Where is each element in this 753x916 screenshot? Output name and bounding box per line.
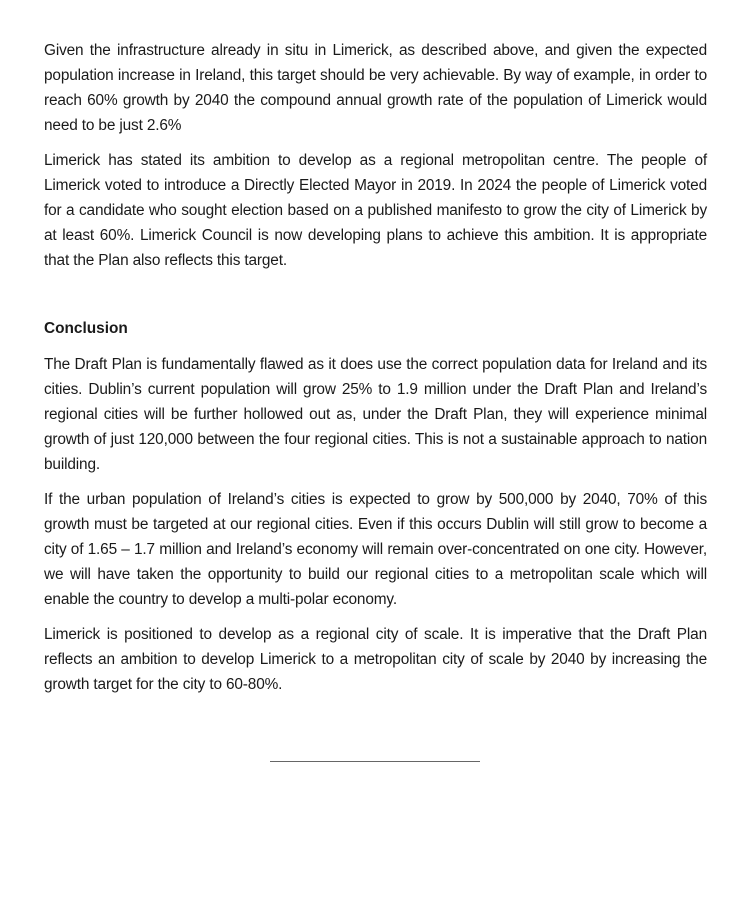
- end-of-document-divider: [270, 761, 480, 762]
- paragraph-infrastructure: Given the infrastructure already in situ in Limerick, as described above, and given the expected population increase in Ireland, this target should be very achievable. By way of example, in order to reach 60% growth by 2040 the compound annual growth rate of the population of Limerick would need to be just 2.6%: [44, 42, 707, 134]
- paragraph-limerick-ambition: Limerick has stated its ambition to develop as a regional metropolitan centre. The people of Limerick voted to introduce a Directly Elected Mayor in 2019. In 2024 the people of Limerick voted for a candidate who sought election based on a published manifesto to grow the city of Limerick by at least 60%. Limerick Council is now developing plans to achieve this ambition. It is appropriate that the Plan also reflects this target.: [44, 152, 707, 269]
- paragraph-limerick-positioned: Limerick is positioned to develop as a regional city of scale. It is imperative that the Draft Plan reflects an ambition to develop Limerick to a metropolitan city of scale by 2040 by increasing the growth target for the city to 60-80%.: [44, 626, 707, 693]
- section-heading-conclusion: Conclusion: [44, 320, 128, 337]
- paragraph-draft-plan-flawed: The Draft Plan is fundamentally flawed as it does use the correct population data for Ireland and its cities. Dublin’s current population will grow 25% to 1.9 million under the Draft Plan and Ireland’s regional cities will be further hollowed out as, under the Draft Plan, they will experience minimal growth of just 120,000 between the four regional cities. This is not a sustainable approach to nation building.: [44, 356, 707, 473]
- paragraph-urban-growth: If the urban population of Ireland’s cities is expected to grow by 500,000 by 2040, 70% of this growth must be targeted at our regional cities. Even if this occurs Dublin will still grow to become a city of 1.65 – 1.7 million and Ireland’s economy will remain over-concentrated on one city. However, we will have taken the opportunity to build our regional cities to a metropolitan scale which will enable the country to develop a multi-polar economy.: [44, 491, 707, 608]
- document-page: [44, 38, 707, 697]
